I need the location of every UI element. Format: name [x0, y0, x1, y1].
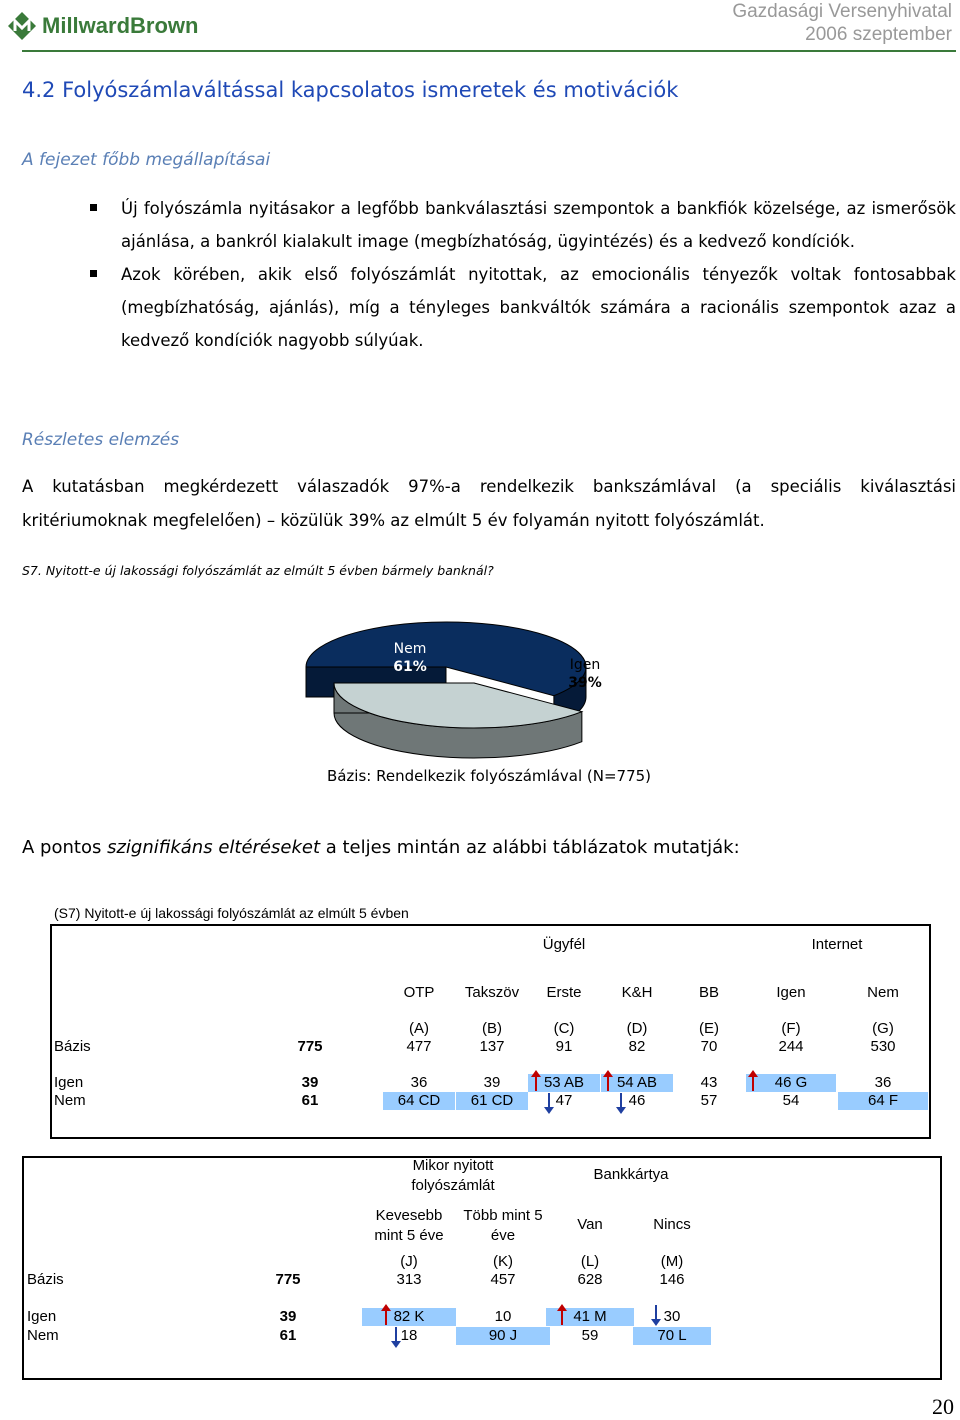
page-number: 20 — [932, 1394, 954, 1419]
table2-basis-value: 146 — [659, 1271, 685, 1288]
table1-row-cell: 47 — [555, 1092, 573, 1109]
bullet-square-icon — [90, 204, 97, 211]
up-arrow-icon — [380, 1304, 392, 1326]
down-arrow-icon — [543, 1092, 555, 1114]
table2-row-total: 61 — [279, 1327, 297, 1344]
table2-basis-value: 628 — [577, 1271, 603, 1288]
table1-basis-value: 70 — [700, 1038, 718, 1055]
table2-col-header: Nincs — [653, 1216, 691, 1233]
millwardbrown-logo-icon — [6, 10, 38, 42]
table1-col-header: Takszöv — [464, 984, 520, 1001]
table1-col-header: OTP — [403, 984, 435, 1001]
up-arrow-icon — [602, 1070, 614, 1092]
table1-row-cell: 36 — [874, 1074, 892, 1091]
table2-basis-value: 313 — [396, 1271, 422, 1288]
chart-basis: Bázis: Rendelkezik folyószámlával (N=775) — [326, 767, 652, 785]
table2-group-mikor: Mikor nyitott folyószámlát — [411, 1157, 495, 1194]
table2-basis-total: 775 — [275, 1271, 301, 1288]
table2-row-label: Igen — [27, 1308, 57, 1325]
table1-col-header: K&H — [621, 984, 653, 1001]
table1-row-cell: 54 — [782, 1092, 800, 1109]
table1-col-letter: (F) — [781, 1020, 801, 1037]
table2-row-cell: 30 — [663, 1308, 681, 1325]
down-arrow-icon — [390, 1326, 402, 1348]
table1-row-cell: 46 G — [746, 1074, 836, 1092]
table2-col-header: Több mint 5 éve — [463, 1207, 543, 1244]
table1-row-cell: 46 — [628, 1092, 646, 1109]
table2-basis-label: Bázis — [27, 1271, 64, 1288]
findings-heading: A fejezet főbb megállapításai — [22, 150, 271, 170]
table1-col-letter: (E) — [699, 1020, 719, 1037]
table1-group-internet: Internet — [811, 936, 863, 953]
brand-logo — [6, 10, 198, 42]
table2-group-bankkartya: Bankkártya — [593, 1166, 669, 1183]
table2-row-cell: 59 — [581, 1327, 599, 1344]
pie-label-nem-name: Nem — [393, 641, 427, 657]
table1-basis-value: 244 — [778, 1038, 804, 1055]
pie-label-igen-value: 39% — [568, 675, 602, 691]
table2-col-letter: (J) — [400, 1253, 418, 1270]
table1-basis-value: 477 — [406, 1038, 432, 1055]
up-arrow-icon — [530, 1070, 542, 1092]
pie-label-igen-name: Igen — [569, 657, 601, 673]
table1-col-header: BB — [698, 984, 719, 1001]
table1-group-ugyfel: Ügyfél — [542, 936, 586, 953]
table1-row-cell: 54 AB — [601, 1074, 673, 1092]
pie-label-nem-value: 61% — [393, 659, 427, 675]
table1-row-cell: 64 F — [838, 1092, 928, 1110]
table1-row-cell: 61 CD — [456, 1092, 528, 1110]
table2-row-cell: 41 M — [546, 1308, 634, 1326]
table1-caption: (S7) Nyitott-e új lakossági folyószámlát az elmúlt 5 évben — [54, 905, 409, 921]
brand-name: MillwardBrown — [42, 13, 199, 38]
up-arrow-icon — [556, 1304, 568, 1326]
table1-row-label: Igen — [54, 1074, 84, 1091]
up-arrow-icon — [747, 1070, 759, 1092]
down-arrow-icon — [615, 1092, 627, 1114]
table1-row-cell: 43 — [700, 1074, 718, 1091]
bullet-square-icon — [90, 270, 97, 277]
table2-row-cell: 70 L — [633, 1327, 711, 1345]
table1-basis-total: 775 — [297, 1038, 323, 1055]
table2-col-letter: (L) — [580, 1253, 600, 1270]
table1-row-label: Nem — [54, 1092, 86, 1109]
table1-basis-value: 137 — [479, 1038, 505, 1055]
table1-basis-value: 91 — [555, 1038, 573, 1055]
table1-col-header: Erste — [546, 984, 582, 1001]
table1-col-letter: (G) — [872, 1020, 894, 1037]
findings-item: Azok körében, akik első folyószámlát nyitottak, az emocionális tényezők voltak fontosabbak (megbízhatóság, ajánlás), míg a tényleges bankváltók számára a racionális szempontok azaz a kedvező kondíciók nagyobb súlyúak. — [90, 258, 956, 357]
table1-basis-label: Bázis — [54, 1038, 91, 1055]
table1-row-cell: 53 AB — [528, 1074, 600, 1092]
table2-row-cell: 10 — [494, 1308, 512, 1325]
table1-row-cell: 64 CD — [383, 1092, 455, 1110]
table1-col-letter: (C) — [553, 1020, 575, 1037]
table2-col-letter: (K) — [493, 1253, 513, 1270]
table2-row-cell: 18 — [400, 1327, 418, 1344]
section-title: 4.2 Folyószámlaváltással kapcsolatos ismeretek és motivációk — [22, 78, 679, 102]
table1-row-cell: 36 — [410, 1074, 428, 1091]
pie-label-nem — [370, 640, 450, 676]
table2-row-cell: 90 J — [456, 1327, 550, 1345]
pie-label-igen — [545, 656, 625, 692]
table2-row-cell: 82 K — [362, 1308, 456, 1326]
header-date: 2006 szeptember — [805, 24, 952, 45]
header-org: Gazdasági Versenyhivatal — [732, 1, 952, 22]
table1-col-letter: (D) — [626, 1020, 648, 1037]
table1-col-letter: (B) — [482, 1020, 502, 1037]
table1-col-letter: (A) — [409, 1020, 429, 1037]
table2-col-header: Kevesebb mint 5 éve — [374, 1207, 444, 1244]
table2-row-label: Nem — [27, 1327, 59, 1344]
header-right — [732, 0, 952, 46]
table1-row-total: 39 — [301, 1074, 319, 1091]
table2-col-letter: (M) — [660, 1253, 684, 1270]
lead-text: A pontos szignifikáns eltéréseket a teljes mintán az alábbi táblázatok mutatják: — [22, 837, 740, 858]
analysis-heading: Részletes elemzés — [22, 430, 180, 450]
question-caption: S7. Nyitott-e új lakossági folyószámlát az elmúlt 5 évben bármely banknál? — [22, 563, 494, 578]
table1-basis-value: 530 — [870, 1038, 896, 1055]
findings-item: Új folyószámla nyitásakor a legfőbb bankválasztási szempontok a bankfiók közelsége, az ismerősök ajánlása, a bankról kialakult image (megbízhatóság, ügyintézés) és a kedvező kondíciók. — [90, 192, 956, 258]
table2-basis-value: 457 — [490, 1271, 516, 1288]
table2-row-total: 39 — [279, 1308, 297, 1325]
header-rule — [22, 50, 956, 52]
down-arrow-icon — [650, 1304, 662, 1326]
table1-row-cell: 39 — [483, 1074, 501, 1091]
analysis-text: A kutatásban megkérdezett válaszadók 97%-a rendelkezik bankszámlával (a speciális kiválasztási kritériumoknak megfelelően) – közülük 39% az elmúlt 5 év folyamán nyitott folyószámlát. — [22, 477, 956, 530]
table1-row-cell: 57 — [700, 1092, 718, 1109]
table1-row-total: 61 — [301, 1092, 319, 1109]
table1-col-header: Igen — [776, 984, 806, 1001]
table1-basis-value: 82 — [628, 1038, 646, 1055]
findings-list — [90, 192, 956, 357]
table2-col-header: Van — [577, 1216, 603, 1233]
table1-col-header: Nem — [867, 984, 899, 1001]
